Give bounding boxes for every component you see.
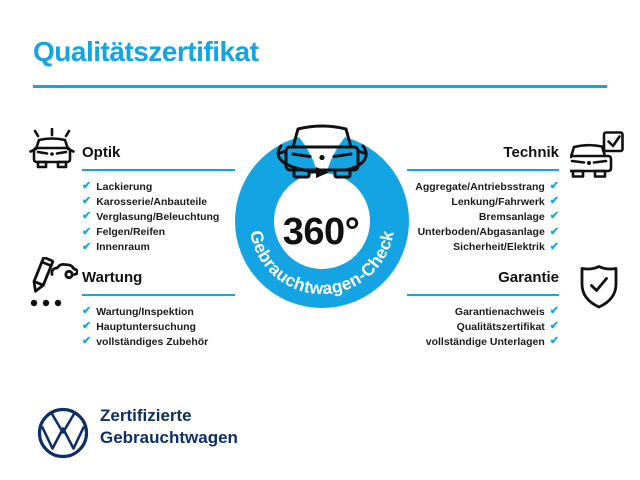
section-garantie <box>407 269 559 348</box>
checklist-item-label: Lenkung/Fahrwerk <box>451 195 545 208</box>
360-check-badge <box>220 103 424 323</box>
section-title-wartung: Wartung <box>82 269 143 286</box>
checklist-item-label: Aggregate/Antriebsstrang <box>415 180 545 193</box>
section-title-garantie: Garantie <box>498 269 559 286</box>
section-title-technik: Technik <box>503 144 559 161</box>
page-title: Qualitätszertifikat <box>33 36 259 67</box>
checklist-item-label: Hauptuntersuchung <box>96 320 196 333</box>
footer-line1: Zertifizierte <box>100 406 192 425</box>
checklist-item <box>407 304 559 319</box>
checklist-item-label: vollständiges Zubehör <box>96 335 209 348</box>
checklist-wartung <box>82 304 235 350</box>
check-icon: ✔ <box>82 240 92 253</box>
car-checkbox-icon <box>570 131 624 178</box>
check-icon: ✔ <box>549 225 559 238</box>
check-icon: ✔ <box>549 305 559 318</box>
sparkling-car-icon <box>28 128 76 175</box>
shield-check-icon <box>578 264 620 309</box>
check-icon: ✔ <box>82 320 92 333</box>
check-icon: ✔ <box>82 210 92 223</box>
checklist-item <box>407 334 559 349</box>
badge-value: 360° <box>282 211 360 253</box>
checklist-item-label: Innenraum <box>96 241 150 254</box>
check-icon: ✔ <box>82 180 92 193</box>
checklist-garantie <box>407 304 559 350</box>
vw-logo <box>37 407 89 459</box>
footer-line2: Gebrauchtwagen <box>100 428 238 447</box>
checklist-item <box>407 194 559 209</box>
checklist-item-label: Karosserie/Anbauteile <box>96 195 208 208</box>
check-icon: ✔ <box>82 335 92 348</box>
checklist-item-label: Qualitätszertifikat <box>456 320 545 333</box>
service-checklist-icon <box>26 257 78 309</box>
check-icon: ✔ <box>549 240 559 253</box>
section-optik <box>82 144 235 254</box>
check-icon: ✔ <box>549 210 559 223</box>
section-technik <box>407 144 559 254</box>
check-icon: ✔ <box>549 180 559 193</box>
checklist-item <box>407 179 559 194</box>
checklist-item <box>407 240 559 255</box>
section-divider <box>407 169 559 171</box>
checklist-item-label: vollständige Unterlagen <box>425 335 545 348</box>
checklist-item <box>407 209 559 224</box>
section-title-optik: Optik <box>82 144 121 161</box>
title-divider <box>33 85 607 88</box>
checklist-item-label: Wartung/Inspektion <box>96 305 194 318</box>
check-icon: ✔ <box>549 195 559 208</box>
checklist-item <box>407 319 559 334</box>
checklist-technik <box>407 179 559 255</box>
section-divider <box>82 169 235 171</box>
checklist-item <box>82 319 235 334</box>
checklist-item-label: Bremsanlage <box>478 210 545 223</box>
checklist-item-label: Verglasung/Beleuchtung <box>96 210 220 223</box>
section-divider <box>407 294 559 296</box>
section-wartung <box>82 269 235 348</box>
checklist-optik <box>82 179 235 255</box>
checklist-item <box>82 225 235 240</box>
check-icon: ✔ <box>82 195 92 208</box>
checklist-item <box>82 334 235 349</box>
checklist-item <box>82 179 235 194</box>
check-icon: ✔ <box>549 335 559 348</box>
checklist-item-label: Lackierung <box>96 180 153 193</box>
checklist-item <box>82 240 235 255</box>
check-icon: ✔ <box>82 225 92 238</box>
checklist-item-label: Unterboden/Abgasanlage <box>417 226 545 239</box>
footer-brand-text <box>100 405 238 449</box>
checklist-item-label: Garantienachweis <box>454 305 545 318</box>
section-divider <box>82 294 235 296</box>
checklist-item <box>82 304 235 319</box>
checklist-item <box>82 209 235 224</box>
checklist-item <box>407 225 559 240</box>
ring-label: Gebrauchtwagen-Check <box>246 228 398 299</box>
checklist-item-label: Felgen/Reifen <box>96 226 166 239</box>
check-icon: ✔ <box>549 320 559 333</box>
check-icon: ✔ <box>82 305 92 318</box>
checklist-item <box>82 194 235 209</box>
checklist-item-label: Sicherheit/Elektrik <box>453 241 545 254</box>
